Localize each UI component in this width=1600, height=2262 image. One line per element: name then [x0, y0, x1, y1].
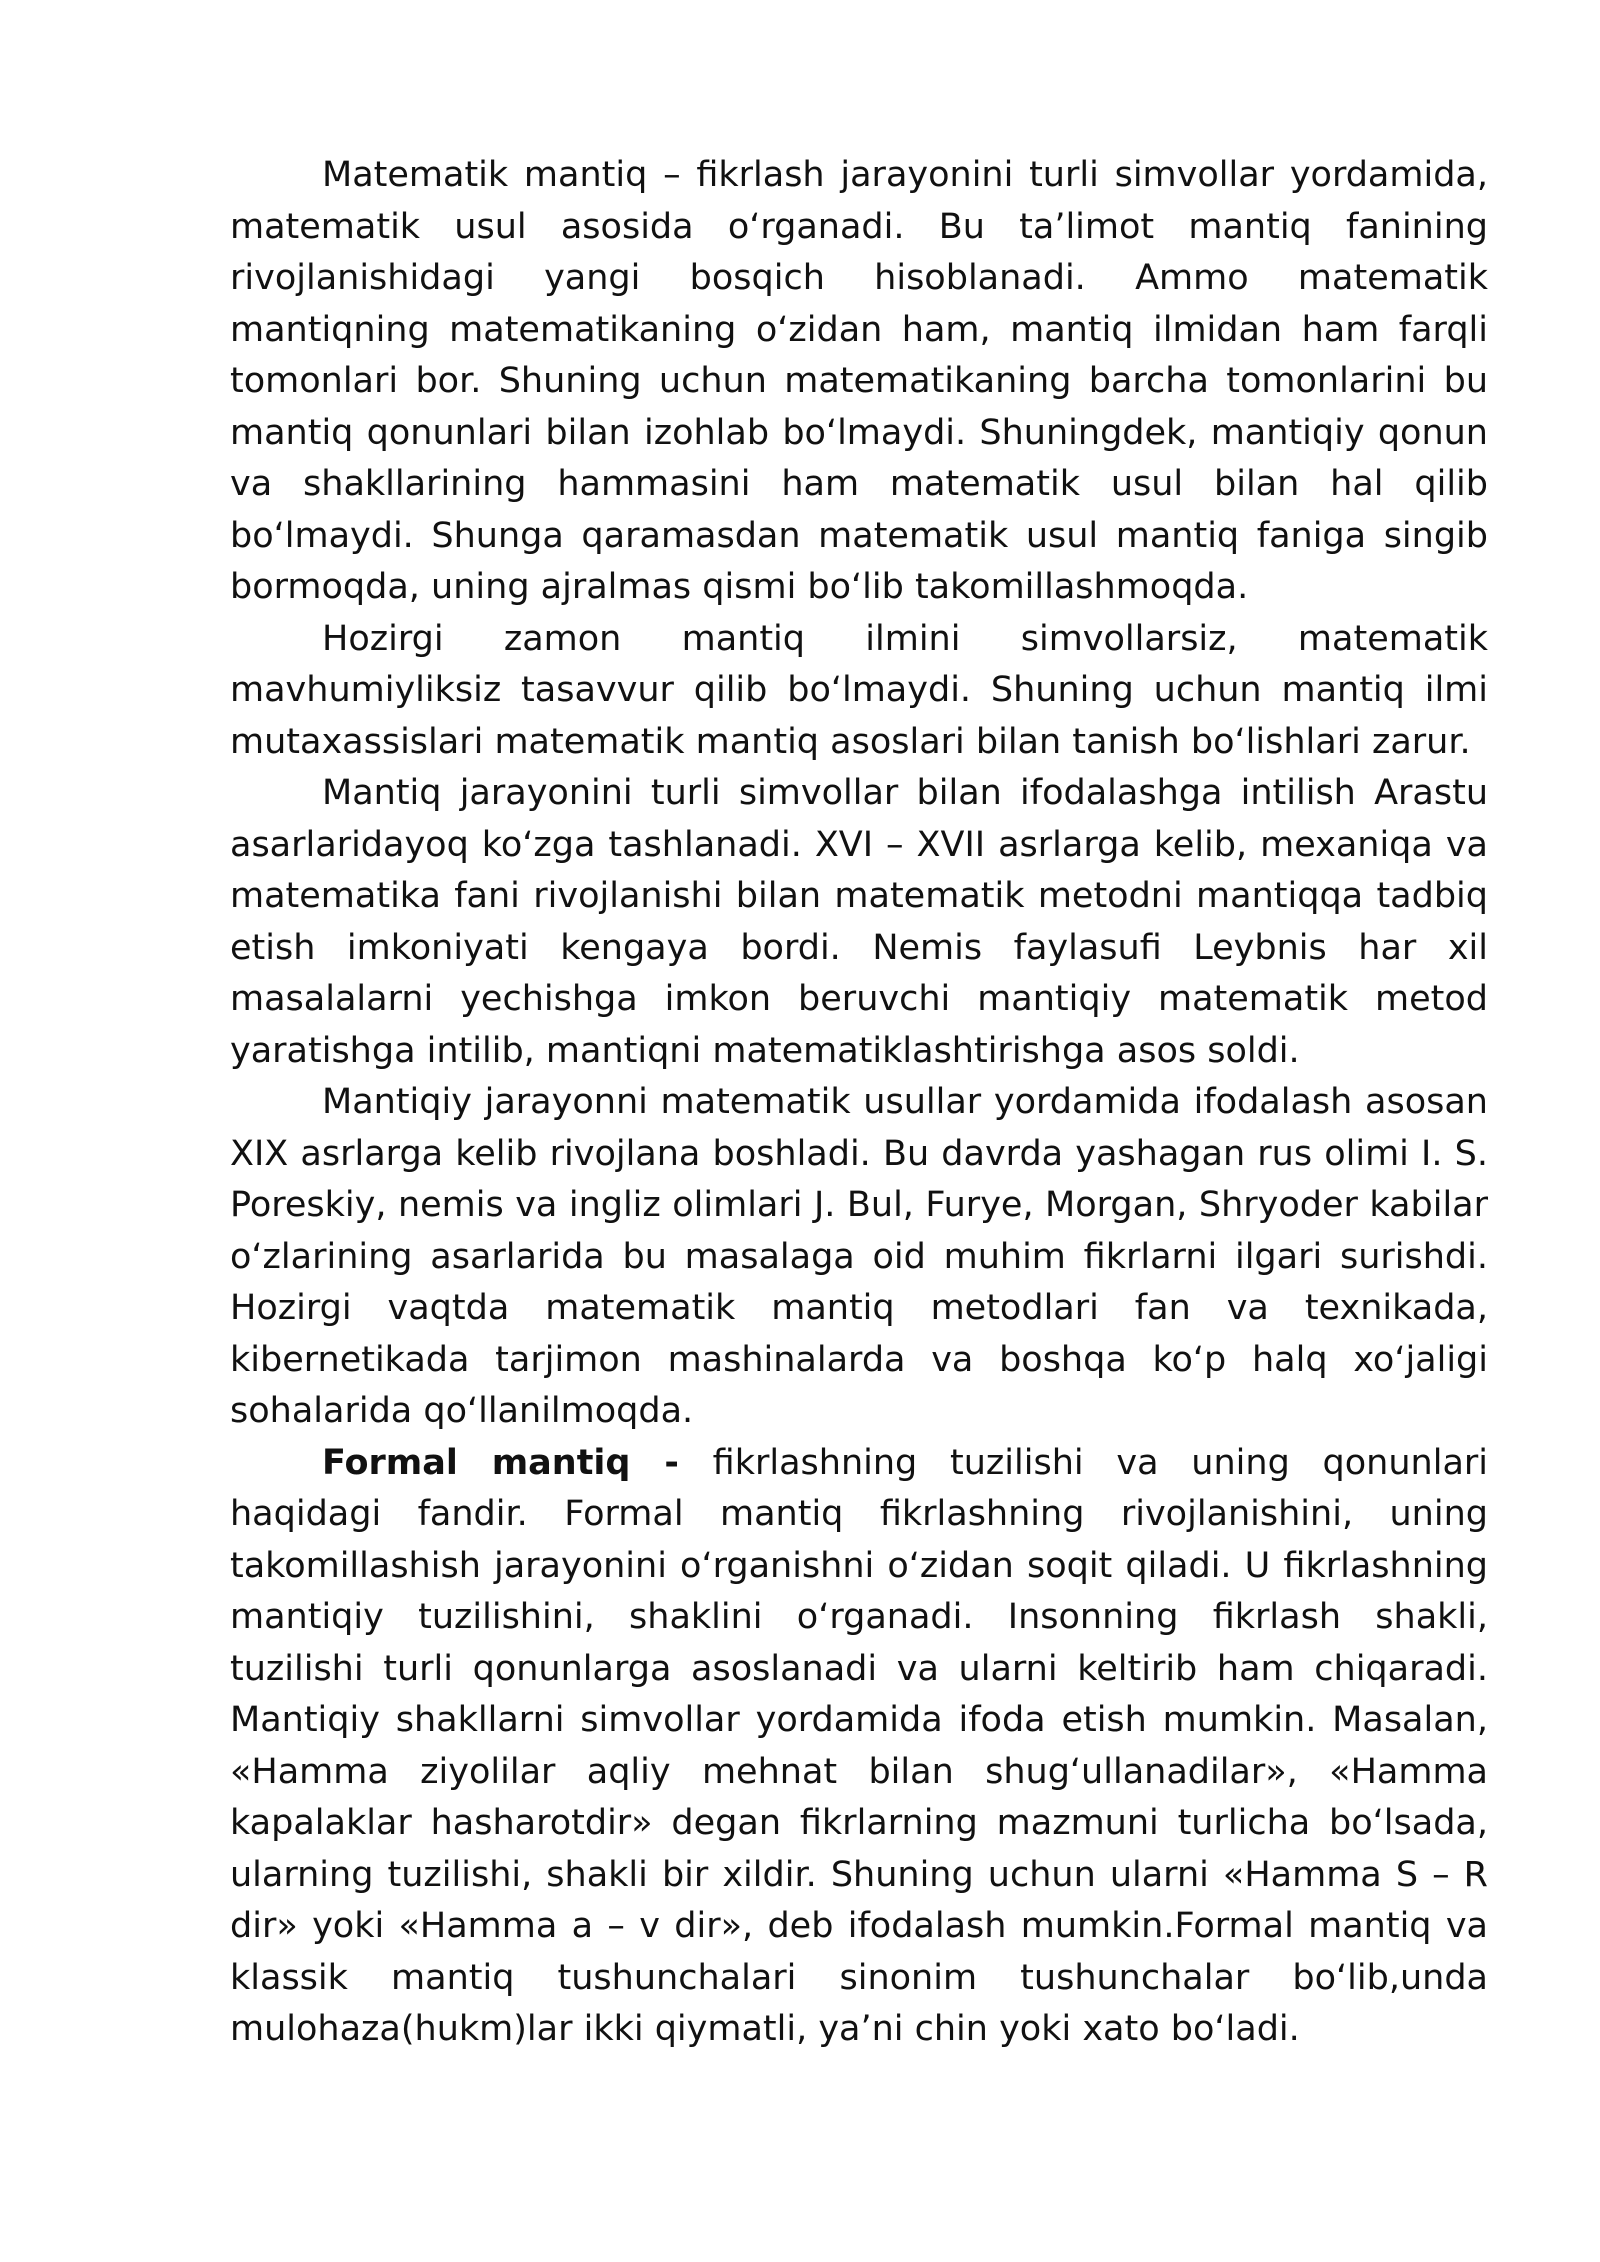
formal-mantiq-term: Formal mantiq	[322, 1442, 631, 1483]
paragraph-5-text: fikrlashning tuzilishi va uning qonunlari haqidagi fandir. Formal mantiq fikrlashning rivojlanishini, uning takomillashish jarayonini o‘rganishni o‘zidan soqit qiladi. U fikrlashning mantiqiy tuzilishini, shaklini o‘rganadi. Insonning fikrlash shakli, tuzilishi turli qonunlarga asoslanadi va ularni keltirib ham chiqaradi. Mantiqiy shakllarni simvollar yordamida ifoda etish mumkin. Masalan, «Hamma ziyolilar aqliy mehnat bilan shug‘ullanadilar», «Hamma kapalaklar hasharotdir» degan fikrlarning mazmuni turlicha bo‘lsada, ularning tuzilishi, shakli bir xildir. Shuning uchun ularni «Hamma S – R dir» yoki «Hamma a – v dir», deb ifodalash mumkin.Formal mantiq va klassik mantiq tushunchalari sinonim tushunchalar bo‘lib,unda mulohaza(hukm)lar ikki qiymatli, ya’ni chin yoki xato bo‘ladi.	[230, 1442, 1489, 2049]
paragraph-3	[230, 768, 1488, 1077]
paragraph-2	[230, 614, 1488, 769]
paragraph-3-text: Mantiq jarayonini turli simvollar bilan ifodalashga intilish Arastu asarlaridayoq ko‘zga tashlanadi. XVI – XVII asrlarga kelib, mexaniqa va matematika fani rivojlanishi bilan matematik metodni mantiqqa tadbiq etish imkoniyati kengaya bordi. Nemis faylasufi Leybnis har xil masalalarni yechishga imkon beruvchi mantiqiy matematik metod yaratishga intilib, mantiqni matematiklashtirishga asos soldi.	[230, 773, 1488, 1071]
paragraph-2-text: Hozirgi zamon mantiq ilmini simvollarsiz, matematik mavhumiyliksiz tasavvur qilib bo‘lmaydi. Shuning uchun mantiq ilmi mutaxassislari matematik mantiq asoslari bilan tanish bo‘lishlari zarur.	[230, 618, 1488, 762]
paragraph-1-text: Matematik mantiq – fikrlash jarayonini turli simvollar yordamida, matematik usul asosida o‘rganadi. Bu ta’limot mantiq fanining rivojlanishidagi yangi bosqich hisoblanadi. Ammo matematik mantiqning matematikaning o‘zidan ham, mantiq ilmidan ham farqli tomonlari bor. Shuning uchun matematikaning barcha tomonlarini bu mantiq qonunlari bilan izohlab bo‘lmaydi. Shuningdek, mantiqiy qonun va shakllarining hammasini ham matematik usul bilan hal qilib bo‘lmaydi. Shunga qaramasdan matematik usul mantiq faniga singib bormoqda, uning ajralmas qismi bo‘lib takomillashmoqda.	[230, 155, 1488, 607]
paragraph-5	[230, 1438, 1488, 2056]
document-page	[230, 150, 1488, 2056]
term-separator: -	[630, 1442, 713, 1483]
paragraph-4-text: Mantiqiy jarayonni matematik usullar yordamida ifodalash asosan XIX asrlarga kelib rivojlana boshladi. Bu davrda yashagan rus olimi I. S. Poreskiy, nemis va ingliz olimlari J. Bul, Furye, Morgan, Shryoder kabilar o‘zlarining asarlarida bu masalaga oid muhim fikrlarni ilgari surishdi. Hozirgi vaqtda matematik mantiq metodlari fan va texnikada, kibernetikada tarjimon mashinalarda va boshqa ko‘p halq xo‘jaligi sohalarida qo‘llanilmoqda.	[230, 1082, 1488, 1431]
paragraph-1	[230, 150, 1488, 614]
paragraph-4	[230, 1077, 1488, 1438]
